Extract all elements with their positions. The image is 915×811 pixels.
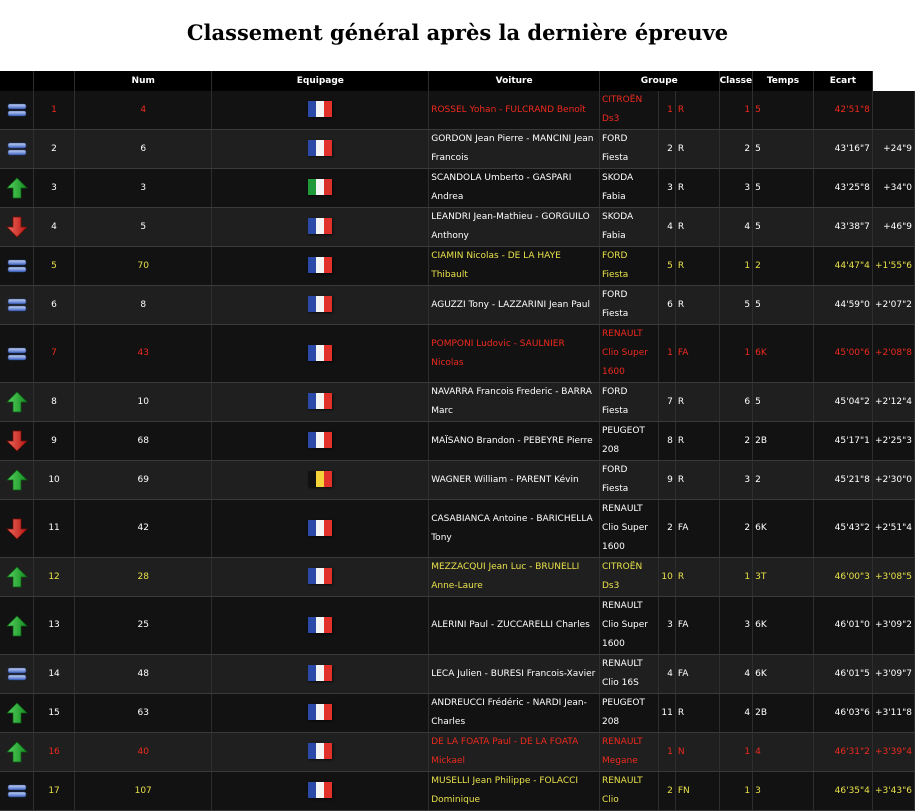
belgium-flag-icon (308, 471, 332, 487)
class-pos-cell: 5 (719, 286, 753, 325)
flag-cell (212, 461, 429, 500)
time-cell: 42'51"8 (813, 91, 872, 130)
trend-cell (0, 208, 34, 247)
class-pos-cell: 4 (719, 208, 753, 247)
pos-cell: 1 (34, 91, 75, 130)
group-pos-cell: 3 (659, 169, 675, 208)
time-cell: 43'38"7 (813, 208, 872, 247)
num-cell: 6 (74, 130, 211, 169)
gap-cell: +2'08"8 (872, 325, 914, 383)
table-row (0, 733, 915, 772)
class-pos-cell: 1 (719, 558, 753, 597)
crew-cell: CASABIANCA Antoine - BARICHELLA Tony (429, 500, 600, 558)
trend-cell (0, 772, 34, 811)
flag-cell (212, 772, 429, 811)
table-row (0, 325, 915, 383)
pos-cell: 15 (34, 694, 75, 733)
num-cell: 42 (74, 500, 211, 558)
car-cell: FORD Fiesta (599, 247, 658, 286)
time-cell: 46'35"4 (813, 772, 872, 811)
crew-cell: CIAMIN Nicolas - DE LA HAYE Thibault (429, 247, 600, 286)
group-pos-cell: 7 (659, 383, 675, 422)
group-pos-cell: 1 (659, 325, 675, 383)
france-flag-icon (308, 257, 332, 273)
flag-cell (212, 500, 429, 558)
flag-cell (212, 169, 429, 208)
car-cell: PEUGEOT 208 (599, 422, 658, 461)
table-row (0, 383, 915, 422)
up-arrow-icon (6, 741, 28, 763)
class-cell: 5 (753, 286, 814, 325)
page-title: Classement général après la dernière épreuve (186, 20, 729, 45)
class-pos-cell: 1 (719, 247, 753, 286)
france-flag-icon (308, 296, 332, 312)
class-cell: 6K (753, 655, 814, 694)
pos-cell: 6 (34, 286, 75, 325)
france-flag-icon (308, 140, 332, 156)
num-cell: 69 (74, 461, 211, 500)
num-cell: 28 (74, 558, 211, 597)
num-cell: 48 (74, 655, 211, 694)
france-flag-icon (308, 432, 332, 448)
down-arrow-icon (6, 430, 28, 452)
car-cell: RENAULT Megane (599, 733, 658, 772)
num-cell: 40 (74, 733, 211, 772)
table-row (0, 558, 915, 597)
france-flag-icon (308, 704, 332, 720)
france-flag-icon (308, 665, 332, 681)
pos-cell: 3 (34, 169, 75, 208)
class-cell: 5 (753, 383, 814, 422)
table-row (0, 461, 915, 500)
trend-cell (0, 733, 34, 772)
flag-cell (212, 247, 429, 286)
group-pos-cell: 9 (659, 461, 675, 500)
france-flag-icon (308, 218, 332, 234)
group-pos-cell: 6 (659, 286, 675, 325)
class-pos-cell: 6 (719, 383, 753, 422)
crew-cell: LEANDRI Jean-Mathieu - GORGUILO Anthony (429, 208, 600, 247)
up-arrow-icon (6, 391, 28, 413)
table-row (0, 422, 915, 461)
group-pos-cell: 2 (659, 500, 675, 558)
france-flag-icon (308, 782, 332, 798)
france-flag-icon (308, 520, 332, 536)
gap-cell: +2'30"0 (872, 461, 914, 500)
pos-cell: 10 (34, 461, 75, 500)
table-row (0, 694, 915, 733)
results-body (0, 91, 915, 811)
pos-cell: 11 (34, 500, 75, 558)
gap-cell (872, 91, 914, 130)
flag-cell (212, 558, 429, 597)
time-cell: 46'00"3 (813, 558, 872, 597)
header-row (0, 71, 915, 91)
france-flag-icon (308, 743, 332, 759)
crew-cell: WAGNER William - PARENT Kévin (429, 461, 600, 500)
group-cell: R (675, 130, 719, 169)
class-cell: 6K (753, 597, 814, 655)
flag-cell (212, 325, 429, 383)
group-cell: FA (675, 500, 719, 558)
trend-cell (0, 169, 34, 208)
time-cell: 46'31"2 (813, 733, 872, 772)
table-row (0, 247, 915, 286)
trend-cell (0, 286, 34, 325)
trend-cell (0, 422, 34, 461)
class-cell: 4 (753, 733, 814, 772)
flag-cell (212, 91, 429, 130)
class-cell: 5 (753, 130, 814, 169)
num-cell: 63 (74, 694, 211, 733)
class-cell: 5 (753, 208, 814, 247)
crew-cell: NAVARRA Francois Frederic - BARRA Marc (429, 383, 600, 422)
down-arrow-icon (6, 518, 28, 540)
equal-icon (6, 343, 28, 365)
class-pos-cell: 3 (719, 597, 753, 655)
temps-header: Temps (753, 71, 814, 91)
flag-cell (212, 597, 429, 655)
flag-cell (212, 383, 429, 422)
flag-cell (212, 208, 429, 247)
trend-cell (0, 130, 34, 169)
group-pos-cell: 1 (659, 733, 675, 772)
class-cell: 6K (753, 325, 814, 383)
pos-cell: 7 (34, 325, 75, 383)
crew-cell: AGUZZI Tony - LAZZARINI Jean Paul (429, 286, 600, 325)
table-row (0, 91, 915, 130)
group-cell: FN (675, 772, 719, 811)
pos-cell: 4 (34, 208, 75, 247)
gap-cell: +3'09"2 (872, 597, 914, 655)
gap-cell: +2'07"2 (872, 286, 914, 325)
france-flag-icon (308, 345, 332, 361)
group-pos-cell: 1 (659, 91, 675, 130)
class-pos-cell: 1 (719, 733, 753, 772)
trend-cell (0, 597, 34, 655)
crew-cell: MUSELLI Jean Philippe - FOLACCI Dominique (429, 772, 600, 811)
time-cell: 45'04"2 (813, 383, 872, 422)
class-pos-cell: 1 (719, 772, 753, 811)
car-cell: FORD Fiesta (599, 461, 658, 500)
class-cell: 3 (753, 772, 814, 811)
voiture-header: Voiture (429, 71, 600, 91)
pos-header (34, 71, 75, 91)
class-cell: 5 (753, 91, 814, 130)
time-cell: 43'16"7 (813, 130, 872, 169)
car-cell: RENAULT Clio 16S (599, 655, 658, 694)
group-cell: FA (675, 597, 719, 655)
up-arrow-icon (6, 566, 28, 588)
gap-cell: +46"9 (872, 208, 914, 247)
num-cell: 5 (74, 208, 211, 247)
up-arrow-icon (6, 469, 28, 491)
crew-cell: ALERINI Paul - ZUCCARELLI Charles (429, 597, 600, 655)
class-cell: 2B (753, 694, 814, 733)
table-row (0, 286, 915, 325)
num-cell: 70 (74, 247, 211, 286)
class-pos-cell: 2 (719, 422, 753, 461)
time-cell: 46'01"0 (813, 597, 872, 655)
flag-cell (212, 130, 429, 169)
equal-icon (6, 138, 28, 160)
class-pos-cell: 4 (719, 655, 753, 694)
num-cell: 10 (74, 383, 211, 422)
trend-cell (0, 91, 34, 130)
class-cell: 2 (753, 247, 814, 286)
equal-icon (6, 780, 28, 802)
num-cell: 107 (74, 772, 211, 811)
crew-cell: ROSSEL Yohan - FULCRAND Benoît (429, 91, 600, 130)
car-cell: RENAULT Clio (599, 772, 658, 811)
num-cell: 3 (74, 169, 211, 208)
trend-cell (0, 655, 34, 694)
pos-cell: 9 (34, 422, 75, 461)
gap-cell: +3'39"4 (872, 733, 914, 772)
pos-cell: 2 (34, 130, 75, 169)
ecart-header: Ecart (813, 71, 872, 91)
france-flag-icon (308, 101, 332, 117)
num-cell: 25 (74, 597, 211, 655)
group-pos-cell: 3 (659, 597, 675, 655)
pos-cell: 5 (34, 247, 75, 286)
france-flag-icon (308, 568, 332, 584)
equal-icon (6, 663, 28, 685)
gap-cell: +24"9 (872, 130, 914, 169)
table-row (0, 655, 915, 694)
class-cell: 2B (753, 422, 814, 461)
gap-cell: +34"0 (872, 169, 914, 208)
down-arrow-icon (6, 216, 28, 238)
group-cell: R (675, 247, 719, 286)
pos-cell: 16 (34, 733, 75, 772)
results-table (0, 71, 915, 811)
group-cell: R (675, 91, 719, 130)
france-flag-icon (308, 393, 332, 409)
class-pos-cell: 1 (719, 91, 753, 130)
group-pos-cell: 11 (659, 694, 675, 733)
time-cell: 43'25"8 (813, 169, 872, 208)
car-cell: CITROËN Ds3 (599, 558, 658, 597)
class-pos-cell: 1 (719, 325, 753, 383)
crew-cell: MAÏSANO Brandon - PEBEYRE Pierre (429, 422, 600, 461)
gap-cell: +1'55"6 (872, 247, 914, 286)
group-cell: R (675, 461, 719, 500)
up-arrow-icon (6, 615, 28, 637)
num-cell: 68 (74, 422, 211, 461)
num-header: Num (74, 71, 211, 91)
time-cell: 45'00"6 (813, 325, 872, 383)
pos-cell: 14 (34, 655, 75, 694)
time-cell: 45'17"1 (813, 422, 872, 461)
time-cell: 46'01"5 (813, 655, 872, 694)
table-row (0, 169, 915, 208)
group-pos-cell: 4 (659, 655, 675, 694)
car-cell: RENAULT Clio Super 1600 (599, 325, 658, 383)
gap-cell: +2'12"4 (872, 383, 914, 422)
trend-cell (0, 461, 34, 500)
class-pos-cell: 2 (719, 500, 753, 558)
num-cell: 4 (74, 91, 211, 130)
table-row (0, 208, 915, 247)
class-pos-cell: 3 (719, 169, 753, 208)
group-pos-cell: 10 (659, 558, 675, 597)
time-cell: 44'59"0 (813, 286, 872, 325)
class-pos-cell: 2 (719, 130, 753, 169)
flag-cell (212, 422, 429, 461)
time-cell: 45'43"2 (813, 500, 872, 558)
gap-cell: +3'43"6 (872, 772, 914, 811)
equal-icon (6, 99, 28, 121)
trend-cell (0, 694, 34, 733)
up-arrow-icon (6, 177, 28, 199)
group-cell: R (675, 694, 719, 733)
group-pos-cell: 2 (659, 130, 675, 169)
car-cell: FORD Fiesta (599, 130, 658, 169)
trend-cell (0, 325, 34, 383)
class-pos-cell: 4 (719, 694, 753, 733)
trend-cell (0, 558, 34, 597)
table-row (0, 130, 915, 169)
car-cell: RENAULT Clio Super 1600 (599, 597, 658, 655)
time-cell: 45'21"8 (813, 461, 872, 500)
num-cell: 8 (74, 286, 211, 325)
group-pos-cell: 4 (659, 208, 675, 247)
group-cell: N (675, 733, 719, 772)
car-cell: FORD Fiesta (599, 286, 658, 325)
pos-cell: 13 (34, 597, 75, 655)
gap-cell: +3'11"8 (872, 694, 914, 733)
trend-cell (0, 500, 34, 558)
gap-cell: +2'25"3 (872, 422, 914, 461)
group-cell: R (675, 558, 719, 597)
class-cell: 3T (753, 558, 814, 597)
trend-cell (0, 247, 34, 286)
trend-header (0, 71, 34, 91)
table-row (0, 597, 915, 655)
group-pos-cell: 5 (659, 247, 675, 286)
group-pos-cell: 2 (659, 772, 675, 811)
car-cell: RENAULT Clio Super 1600 (599, 500, 658, 558)
flag-cell (212, 655, 429, 694)
crew-cell: MEZZACQUI Jean Luc - BRUNELLI Anne-Laure (429, 558, 600, 597)
classe-header: Classe (719, 71, 753, 91)
class-pos-cell: 3 (719, 461, 753, 500)
car-cell: SKODA Fabia (599, 169, 658, 208)
group-cell: R (675, 383, 719, 422)
gap-cell: +3'08"5 (872, 558, 914, 597)
class-cell: 2 (753, 461, 814, 500)
table-row (0, 772, 915, 811)
group-cell: R (675, 208, 719, 247)
time-cell: 44'47"4 (813, 247, 872, 286)
equal-icon (6, 255, 28, 277)
flag-cell (212, 733, 429, 772)
group-cell: R (675, 286, 719, 325)
group-cell: FA (675, 655, 719, 694)
crew-cell: ANDREUCCI Frédéric - NARDI Jean-Charles (429, 694, 600, 733)
gap-cell: +3'09"7 (872, 655, 914, 694)
num-cell: 43 (74, 325, 211, 383)
car-cell: PEUGEOT 208 (599, 694, 658, 733)
crew-cell: GORDON Jean Pierre - MANCINI Jean Francois (429, 130, 600, 169)
blank-header (872, 71, 914, 91)
table-row (0, 500, 915, 558)
class-cell: 5 (753, 169, 814, 208)
flag-cell (212, 694, 429, 733)
time-cell: 46'03"6 (813, 694, 872, 733)
up-arrow-icon (6, 702, 28, 724)
crew-cell: POMPONI Ludovic - SAULNIER Nicolas (429, 325, 600, 383)
equal-icon (6, 294, 28, 316)
group-pos-cell: 8 (659, 422, 675, 461)
class-cell: 6K (753, 500, 814, 558)
flag-cell (212, 286, 429, 325)
car-cell: CITROËN Ds3 (599, 91, 658, 130)
groupe-header: Groupe (599, 71, 719, 91)
pos-cell: 12 (34, 558, 75, 597)
equipage-header: Equipage (212, 71, 429, 91)
crew-cell: LECA Julien - BURESI Francois-Xavier (429, 655, 600, 694)
france-flag-icon (308, 617, 332, 633)
crew-cell: SCANDOLA Umberto - GASPARI Andrea (429, 169, 600, 208)
italy-flag-icon (308, 179, 332, 195)
group-cell: R (675, 169, 719, 208)
crew-cell: DE LA FOATA Paul - DE LA FOATA Mickael (429, 733, 600, 772)
group-cell: R (675, 422, 719, 461)
car-cell: SKODA Fabia (599, 208, 658, 247)
pos-cell: 8 (34, 383, 75, 422)
car-cell: FORD Fiesta (599, 383, 658, 422)
pos-cell: 17 (34, 772, 75, 811)
trend-cell (0, 383, 34, 422)
gap-cell: +2'51"4 (872, 500, 914, 558)
group-cell: FA (675, 325, 719, 383)
